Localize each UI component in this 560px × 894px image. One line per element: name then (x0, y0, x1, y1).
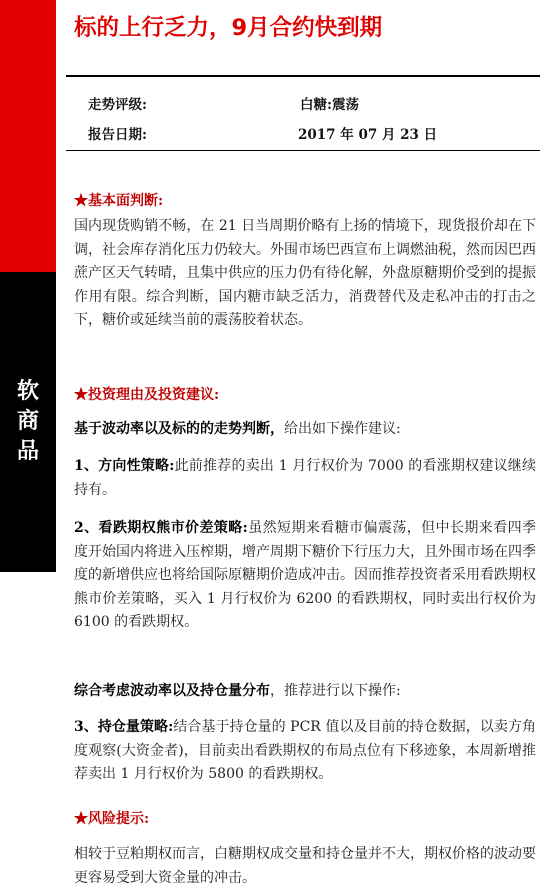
advice-intro-bold: 基于波动率以及标的的走势判断， (74, 421, 284, 437)
trend-rating-value: 白糖:震荡 (300, 97, 359, 113)
strategy-1 (74, 455, 536, 502)
sidebar-category-label: 软商品 (16, 379, 39, 464)
strategy-1-title: 1、方向性策略: (74, 458, 175, 474)
advice-intro (74, 418, 536, 442)
strategy-3-text: 结合基于持仓量的 PCR 值以及目前的持仓数据，以卖方角度观察(大资金者)，目前卖出看跌期权的布局点位有下移迹象，本周新增推荐卖出 1 月行权价为 5800 的看跌期权。 (74, 719, 536, 782)
page-title: 标的上行乏力，9月合约快到期 (74, 15, 383, 41)
strategy-3-title: 3、持仓量策略: (74, 719, 174, 735)
fundamental-heading: ★基本面判断: (74, 193, 164, 209)
report-date-value: 2017 年 07 月 23 日 (298, 127, 438, 143)
combined-note-bold: 综合考虑波动率以及持仓量分布 (74, 683, 270, 699)
strategy-2-text: 虽然短期来看糖市偏震荡，但中长期来看四季度开始国内将进入压榨期，增产周期下糖价下行压力大，且外围市场在四季度的新增供应也将给国际原糖期价造成冲击。因而推荐投资者采用看跌期权熊市价差策略，买入 1 月行权价为 6200 的看跌期权，同时卖出行权价为 6100 的看跌期权。 (74, 520, 537, 630)
trend-rating-label: 走势评级: (88, 97, 147, 113)
combined-note (74, 680, 536, 704)
combined-note-text: ，推荐进行以下操作: (270, 683, 401, 699)
header-divider (66, 75, 540, 77)
advice-heading: ★投资理由及投资建议: (74, 387, 220, 403)
report-date-label: 报告日期: (88, 127, 147, 143)
strategy-2-title: 2、看跌期权熊市价差策略: (74, 520, 248, 536)
advice-intro-text: 给出如下操作建议: (284, 421, 401, 437)
sidebar-category-block (0, 272, 56, 572)
fundamental-paragraph: 国内现货购销不畅，在 21 日当周期价略有上扬的情境下，现货报价却在下调，社会库存消化压力仍较大。外围市场巴西宣布上调燃油税，然而因巴西蔗产区天气转晴，且集中供应的压力仍有待化解，外盘原糖期价受到的提振作用有限。综合判断，国内糖市缺乏活力，消费替代及走私冲击的打击之下，糖价或延续当前的震荡胶着状态。 (74, 218, 536, 328)
meta-divider (66, 150, 540, 151)
strategy-1-text: 此前推荐的卖出 1 月行权价为 7000 的看涨期权建议继续持有。 (74, 458, 536, 498)
risk-heading: ★风险提示: (74, 811, 150, 827)
strategy-2 (74, 517, 536, 635)
strategy-3 (74, 716, 536, 787)
risk-paragraph: 相较于豆粕期权而言，白糖期权成交量和持仓量并不大，期权价格的波动要更容易受到大资金量的冲击。 (74, 846, 536, 886)
sidebar-accent (0, 0, 56, 272)
